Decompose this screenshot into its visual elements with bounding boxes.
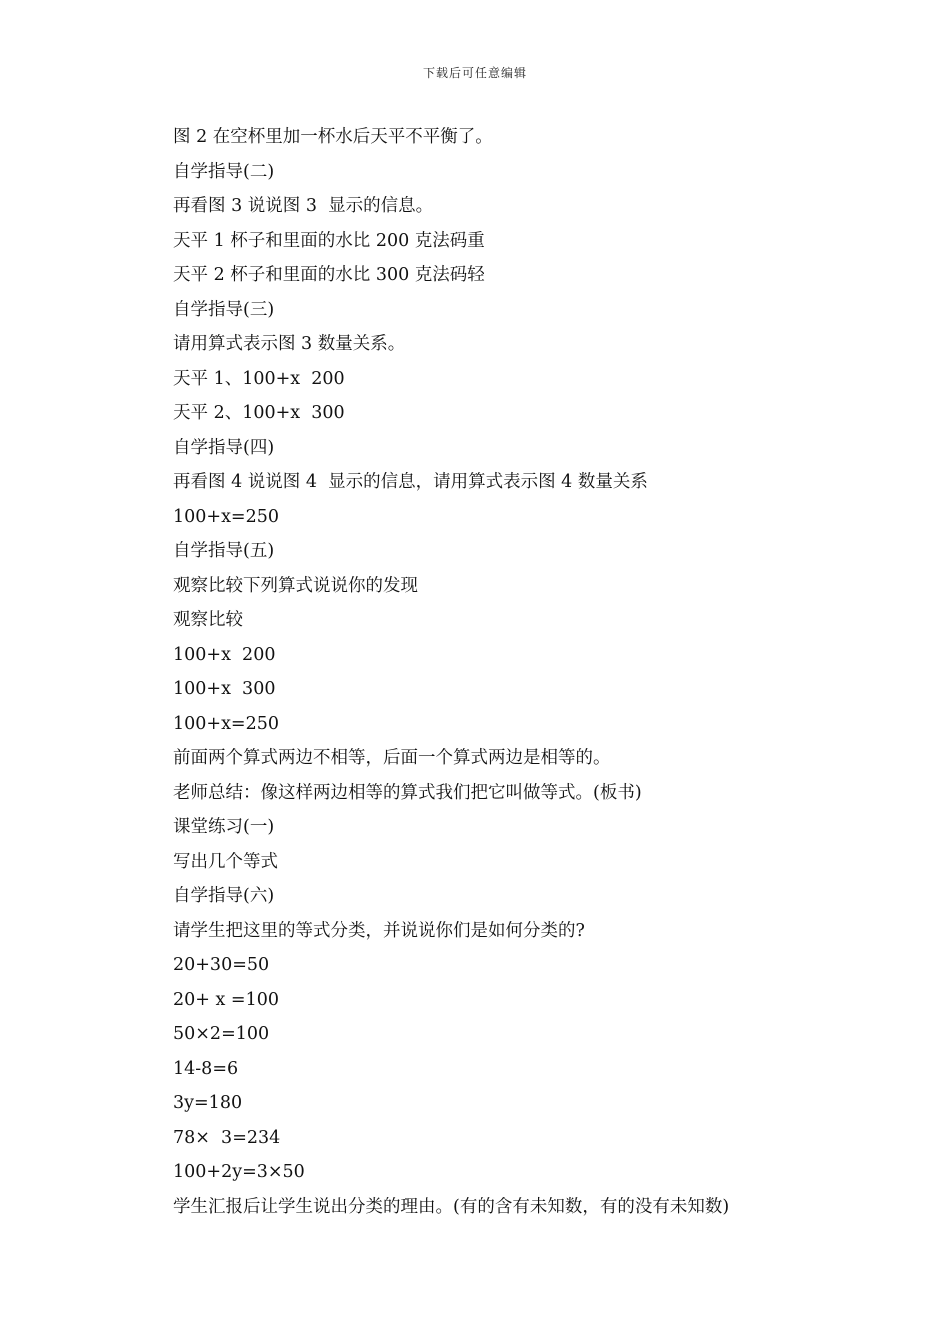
section-heading: 课堂练习(一) — [173, 817, 275, 837]
expression-line: 100+2y=3×50 — [173, 1162, 305, 1182]
text-line: 请用算式表示图 3 数量关系。 — [173, 334, 406, 354]
text-line: 请学生把这里的等式分类，并说说你们是如何分类的? — [173, 920, 585, 941]
expression-line: 20+ x =100 — [173, 989, 279, 1010]
expression-line: 20+30=50 — [173, 955, 270, 975]
text-line: 写出几个等式 — [173, 851, 278, 872]
text-line: 学生汇报后让学生说出分类的理由。(有的含有未知数，有的没有未知数) — [173, 1196, 730, 1217]
text-line: 再看图 3 说说图 3 显示的信息。 — [173, 196, 434, 216]
page-header: 下载后可任意编辑 — [422, 66, 527, 80]
section-heading: 自学指导(五) — [173, 541, 275, 561]
expression-line: 天平 2、100+x 300 — [173, 403, 345, 423]
text-line: 观察比较下列算式说说你的发现 — [173, 575, 418, 596]
text-line: 观察比较 — [173, 610, 243, 630]
expression-line: 78× 3=234 — [173, 1127, 281, 1148]
document-body — [173, 120, 873, 1224]
text-line: 天平 1 杯子和里面的水比 200 克法码重 — [173, 230, 485, 251]
text-line: 天平 2 杯子和里面的水比 300 克法码轻 — [173, 265, 485, 285]
expression-line: 100+x 300 — [173, 679, 276, 699]
expression-line: 50×2=100 — [173, 1024, 270, 1044]
section-heading: 自学指导(三) — [173, 299, 275, 320]
expression-line: 100+x=250 — [173, 713, 279, 734]
expression-line: 3y=180 — [173, 1093, 243, 1113]
expression-line: 14-8=6 — [173, 1058, 239, 1079]
text-line: 图 2 在空杯里加一杯水后天平不平衡了。 — [173, 127, 493, 147]
text-line: 再看图 4 说说图 4 显示的信息，请用算式表示图 4 数量关系 — [173, 472, 648, 492]
text-line: 前面两个算式两边不相等，后面一个算式两边是相等的。 — [173, 748, 611, 768]
section-heading: 自学指导(四) — [173, 437, 275, 458]
text-line: 老师总结：像这样两边相等的算式我们把它叫做等式。(板书) — [173, 782, 642, 803]
section-heading: 自学指导(二) — [173, 161, 275, 182]
expression-line: 100+x=250 — [173, 506, 279, 527]
section-heading: 自学指导(六) — [173, 886, 275, 906]
expression-line: 天平 1、100+x 200 — [173, 368, 345, 389]
expression-line: 100+x 200 — [173, 644, 276, 665]
